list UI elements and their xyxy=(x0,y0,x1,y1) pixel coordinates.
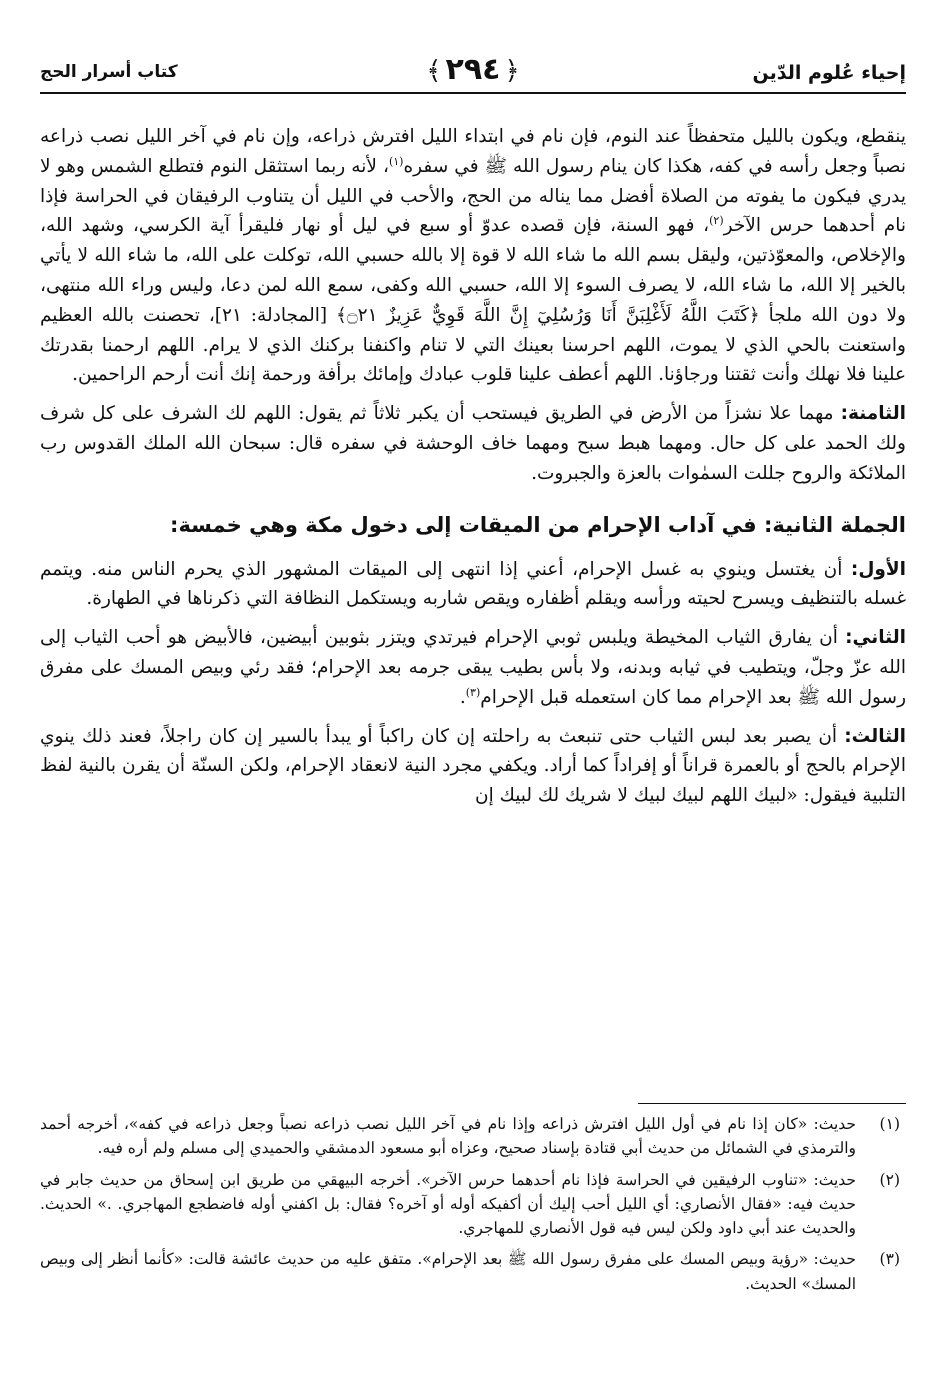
footnote xyxy=(40,1168,906,1241)
main-text xyxy=(40,122,906,820)
ornament-brace-left-icon: ﴾ xyxy=(426,56,442,86)
ornament-brace-right-icon: ﴿ xyxy=(504,56,520,86)
footnote xyxy=(40,1247,906,1296)
book-page xyxy=(40,48,906,1368)
footnote xyxy=(40,1112,906,1161)
paragraph-second xyxy=(40,623,906,712)
paragraph-text: أن يصبر بعد لبس الثياب حتى تنبعث به راحلته إن كان راكباً أو يبدأ بالسير إن كان راجلاً، فعند ذلك ينوي الإحرام بالحج أو بالعمرة قراناً أو إفراداً كما أراد. ويكفي مجرد النية لانعقاد الإحرام، ولكن السنّة أن يقرن بالنية لفظ التلبية فيقول: «لبيك اللهم لبيك لبيك لا شريك لك لبيك إن xyxy=(40,725,906,807)
chapter-title: كتاب أسرار الحج xyxy=(40,62,178,82)
item-label: الأول: xyxy=(850,558,906,580)
item-label: الثاني: xyxy=(845,627,906,649)
footnote-text: حديث: «رؤية وبيص المسك على مفرق رسول الله ﷺ بعد الإحرام». متفق عليه من حديث عائشة قالت: «كأنما أنظر إلى وبيص المسك» الحديث. xyxy=(40,1250,856,1293)
footnote-number: (١) xyxy=(879,1115,900,1133)
paragraph-text: . xyxy=(459,686,466,708)
footnote-ref[interactable]: (١) xyxy=(388,154,404,168)
footnote-text: حديث: «كان إذا نام في أول الليل افترش ذراعه وإذا نام في آخر الليل نصب ذراعه نصباً وجعل ذراعه في كفه»، أخرجه أحمد والترمذي في الشمائل من حديث أبي قتادة بإسناد صحيح، وعزاه أبو مسعود الدمشقي والحميدي إلى مسلم ولم أره فيه. xyxy=(40,1115,856,1158)
paragraph-text: ، لأنه ربما استثقل النوم فتطلع الشمس وهو لا يدري فيكون ما يفوته من الصلاة أفضل مما يناله من الحج، والأحب في الليل أن يتناوب الرفيقان في الحراسة فإذا نام أحدهما حرس الآخر xyxy=(40,155,906,237)
book-title: إحياء عُلوم الدّين xyxy=(752,62,906,84)
paragraph-first xyxy=(40,555,906,615)
footnote-divider xyxy=(638,1103,906,1104)
footnote-ref[interactable]: (٢) xyxy=(709,214,724,228)
page-header xyxy=(40,48,906,92)
footnotes xyxy=(40,1112,906,1303)
paragraph-text: أن يفارق الثياب المخيطة ويلبس ثوبي الإحرام فيرتدي ويتزر بثوبين أبيضين، فالأبيض هو أحب الثياب إلى الله عزّ وجلّ، ويتطيب في ثيابه وبدنه، ولا بأس بطيب يبقى جرمه بعد الإحرام؛ فقد رئي وبيص المسك على مفرق رسول الله ﷺ بعد الإحرام مما كان استعمله قبل الإحرام xyxy=(40,627,906,708)
section-heading: الجملة الثانية: في آداب الإحرام من الميقات إلى دخول مكة وهي خمسة: xyxy=(170,512,906,537)
footnote-ref[interactable]: (٣) xyxy=(465,685,481,699)
header-divider xyxy=(40,92,906,94)
page-number: ٢٩٤ xyxy=(445,52,501,87)
footnote-text: حديث: «تناوب الرفيقين في الحراسة فإذا نام أحدهما حرس الآخر». أخرجه البيهقي من طريق ابن إسحاق من حديث جابر في حديث فيه: «فقال الأنصاري: أي الليل أحب إليك أن أكفيكه أوله أو آخره؟ فقال: بل اكفني أوله فاضطجع المهاجري. .» الحديث. والحديث عند أبي داود ولكن ليس فيه قول الأنصاري للمهاجري. xyxy=(40,1170,856,1238)
paragraph-text: ينقطع، ويكون بالليل متحفظاً عند النوم، فإن نام في ابتداء الليل افترش ذراعه، وإن نام في آخر الليل نصب ذراعه نصباً وجعل رأسه في كفه، هكذا كان ينام رسول الله ﷺ في سفره xyxy=(40,126,906,177)
item-label: الثامنة: xyxy=(840,403,906,425)
footnote-number: (٢) xyxy=(879,1170,900,1189)
paragraph-text: مهما علا نشزاً من الأرض في الطريق فيستحب أن يكبر ثلاثاً ثم يقول: اللهم لك الشرف على كل شرف ولك الحمد على كل حال. ومهما هبط سبح ومهما خاف الوحشة في سفره قال: سبحان الله الملك القدوس رب الملائكة والروح جللت السمٰوات بالعزة والجبروت. xyxy=(40,403,906,484)
paragraph-third xyxy=(40,722,906,811)
paragraph-text: ، فهو السنة، فإن قصده عدوّ أو سبع في ليل أو نهار فليقرأ آية الكرسي، وشهد الله، والإخلاص، والمعوّذتين، وليقل بسم الله ما شاء الله لا قوة إلا بالله حسبي الله، توكلت على الله، ما شاء الله لا يأتي بالخير إلا الله، ما شاء الله، لا يصرف السوء إلا الله، حسبي الله وكفى، سمع الله لمن دعا، وليس وراء الله منتهى، ولا دون الله ملجأ ﴿كَتَبَ اللَّهُ لَأَغْلِبَنَّ أَنَا وَرُسُلِيٓ إِنَّ اللَّهَ قَوِيٌّ عَزِيزٌ ۝٢١﴾ [المجادلة: ٢١]، تحصنت بالله العظيم واستعنت بالحي الذي لا يموت، اللهم احرسنا بعينك التي لا تنام واكنفنا بركنك الذي لا يرام. اللهم ارحمنا بقدرتك علينا فلا نهلك وأنت ثقتنا ورجاؤنا. اللهم أعطف علينا قلوب عبادك وإمائك برأفة ورحمة إنك أنت أرحم الراحمين. xyxy=(40,215,906,386)
paragraph-night-guard xyxy=(40,122,906,390)
item-label: الثالث: xyxy=(844,725,906,747)
paragraph-text: أن يغتسل وينوي به غسل الإحرام، أعني إذا انتهى إلى الميقات المشهور الذي يحرم الناس منه. ويتمم غسله بالتنظيف ويسرح لحيته ورأسه ويقلم أظفاره ويقص شاربه ويستكمل النظافة التي ذكرناها في الطهارة. xyxy=(40,558,906,610)
footnote-number: (٣) xyxy=(879,1250,900,1269)
paragraph-eighth xyxy=(40,399,906,488)
